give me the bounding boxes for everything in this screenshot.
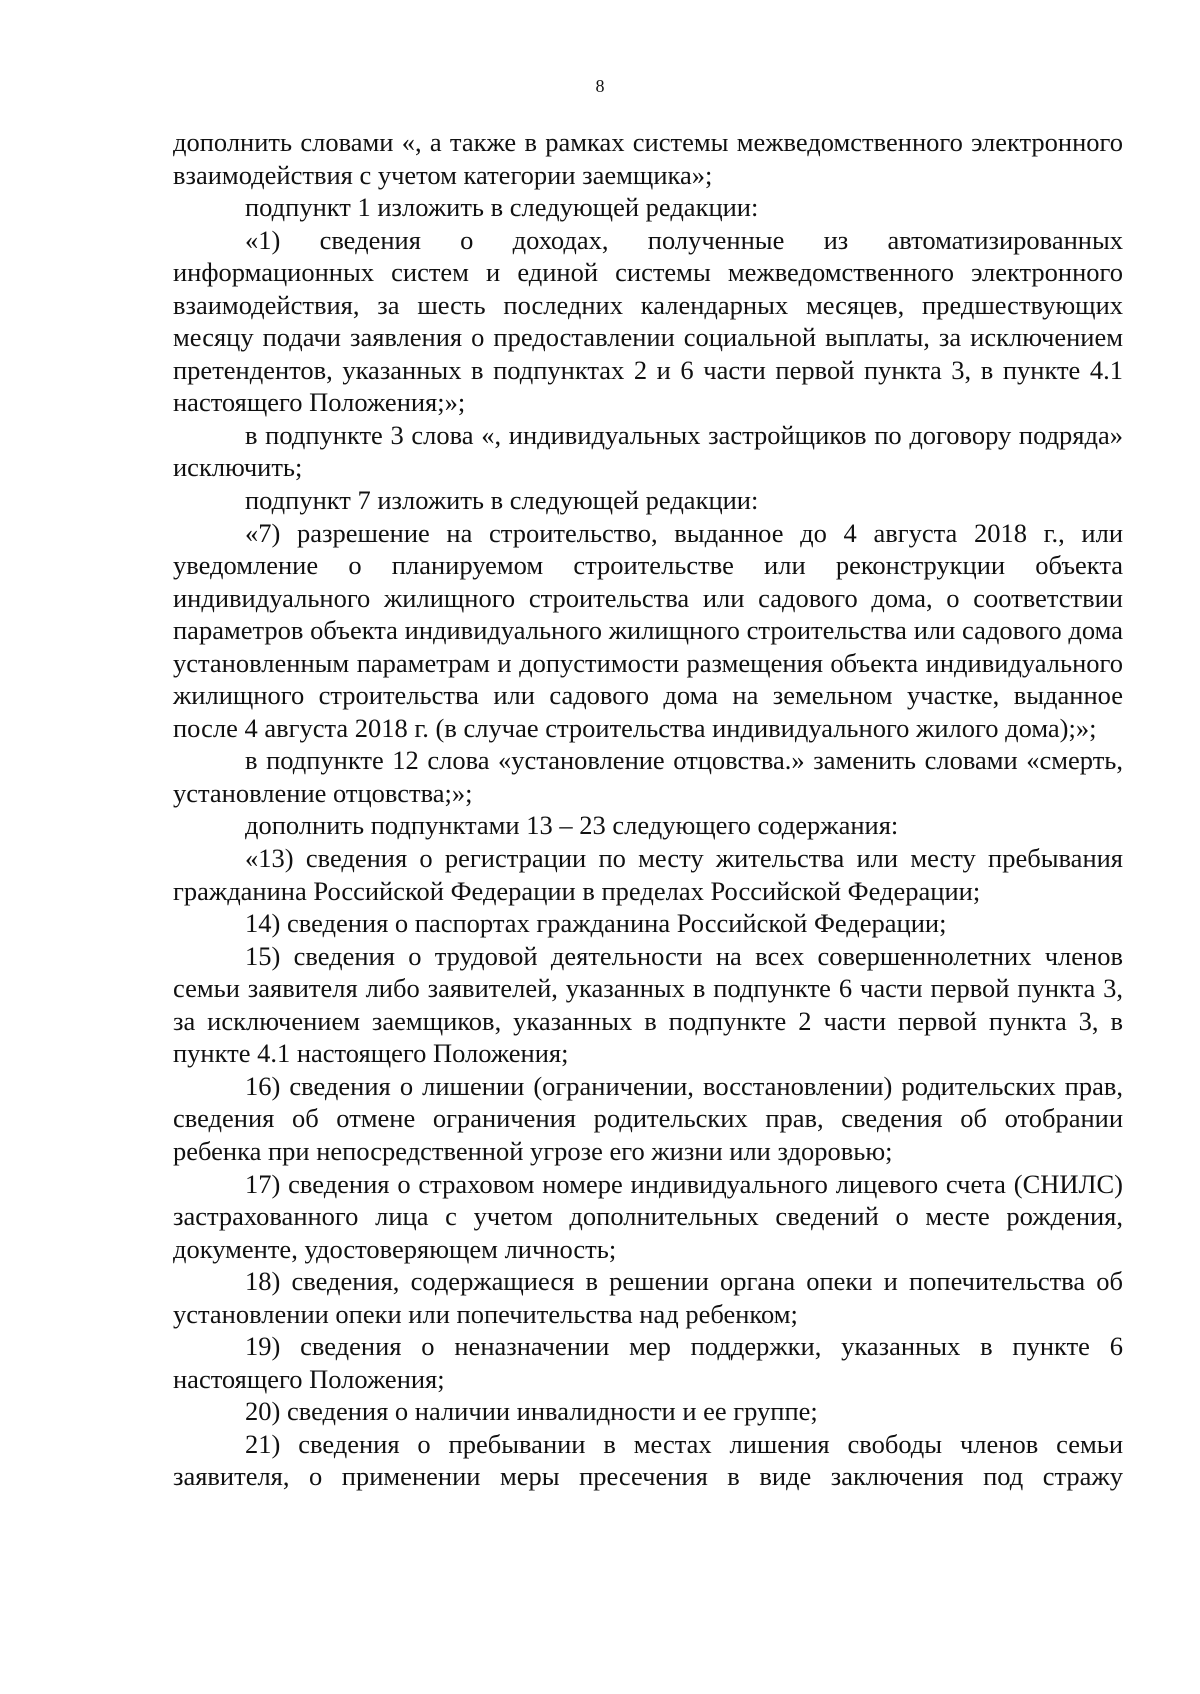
paragraph-subitem-19: 19) сведения о неназначении мер поддержки, указанных в пункте 6 настоящего Положения;	[173, 1331, 1123, 1394]
paragraph-subitem-21: 21) сведения о пребывании в местах лишения свободы членов семьи заявителя, о применении меры пресечения в виде заключения под стражу	[173, 1428, 1123, 1492]
paragraph-add-subitems-intro: дополнить подпунктами 13 – 23 следующего содержания:	[245, 810, 899, 841]
paragraph-subitem-7-text: «7) разрешение на строительство, выданное до 4 августа 2018 г., или уведомление о планируемом строительстве или реконструкции объекта индивидуального жилищного строительства или садового дома, о соответствии параметров объекта индивидуального жилищного строительства или садового дома установленным параметрам и допустимости размещения объекта индивидуального жилищного строительства или садового дома на земельном участке, выданное после 4 августа 2018 г. (в случае строительства индивидуального жилого дома);»;	[173, 517, 1123, 743]
paragraph-subitem-14: 14) сведения о паспортах гражданина Российской Федерации;	[245, 908, 947, 939]
paragraph-subitem-20: 20) сведения о наличии инвалидности и ее группе;	[245, 1396, 818, 1427]
paragraph-subitem-1-text: «1) сведения о доходах, полученные из автоматизированных информационных систем и единой системы межведомственного электронного взаимодействия, за шесть последних календарных месяцев, предшествующих месяцу подачи заявления о предоставлении социальной выплаты, за исключением претендентов, указанных в подпунктах 2 и 6 части первой пункта 3, в пункте 4.1 настоящего Положения;»;	[173, 224, 1123, 418]
document-body	[173, 126, 1123, 1493]
paragraph-amend-words: дополнить словами «, а также в рамках системы межведомственного электронного взаимодействия с учетом категории заемщика»;	[173, 127, 1123, 190]
paragraph-subitem-13: «13) сведения о регистрации по месту жительства или месту пребывания гражданина Российской Федерации в пределах Российской Федерации;	[173, 843, 1123, 906]
page-number: 8	[595, 76, 605, 96]
paragraph-subitem-3: в подпункте 3 слова «, индивидуальных застройщиков по договору подряда» исключить;	[173, 419, 1123, 483]
paragraph-subitem-12: в подпункте 12 слова «установление отцовства.» заменить словами «смерть, установление отцовства;»;	[173, 745, 1123, 808]
paragraph-subitem-18: 18) сведения, содержащиеся в решении органа опеки и попечительства об установлении опеки или попечительства над ребенком;	[173, 1266, 1123, 1329]
paragraph-subitem-16: 16) сведения о лишении (ограничении, восстановлении) родительских прав, сведения об отмене ограничения родительских прав, сведения об отобрании ребенка при непосредственной угрозе его жизни или здоровью;	[173, 1070, 1123, 1166]
paragraph-subitem-7-intro: подпункт 7 изложить в следующей редакции:	[245, 485, 759, 516]
paragraph-subitem-15: 15) сведения о трудовой деятельности на всех совершеннолетних членов семьи заявителя либо заявителей, указанных в подпункте 6 части первой пункта 3, за исключением заемщиков, указанных в подпункте 2 части первой пункта 3, в пункте 4.1 настоящего Положения;	[173, 940, 1123, 1069]
paragraph-subitem-17: 17) сведения о страховом номере индивидуального лицевого счета (СНИЛС) застрахованного лица с учетом дополнительных сведений о месте рождения, документе, удостоверяющем личность;	[173, 1168, 1123, 1264]
paragraph-subitem-1-intro: подпункт 1 изложить в следующей редакции:	[245, 192, 759, 223]
